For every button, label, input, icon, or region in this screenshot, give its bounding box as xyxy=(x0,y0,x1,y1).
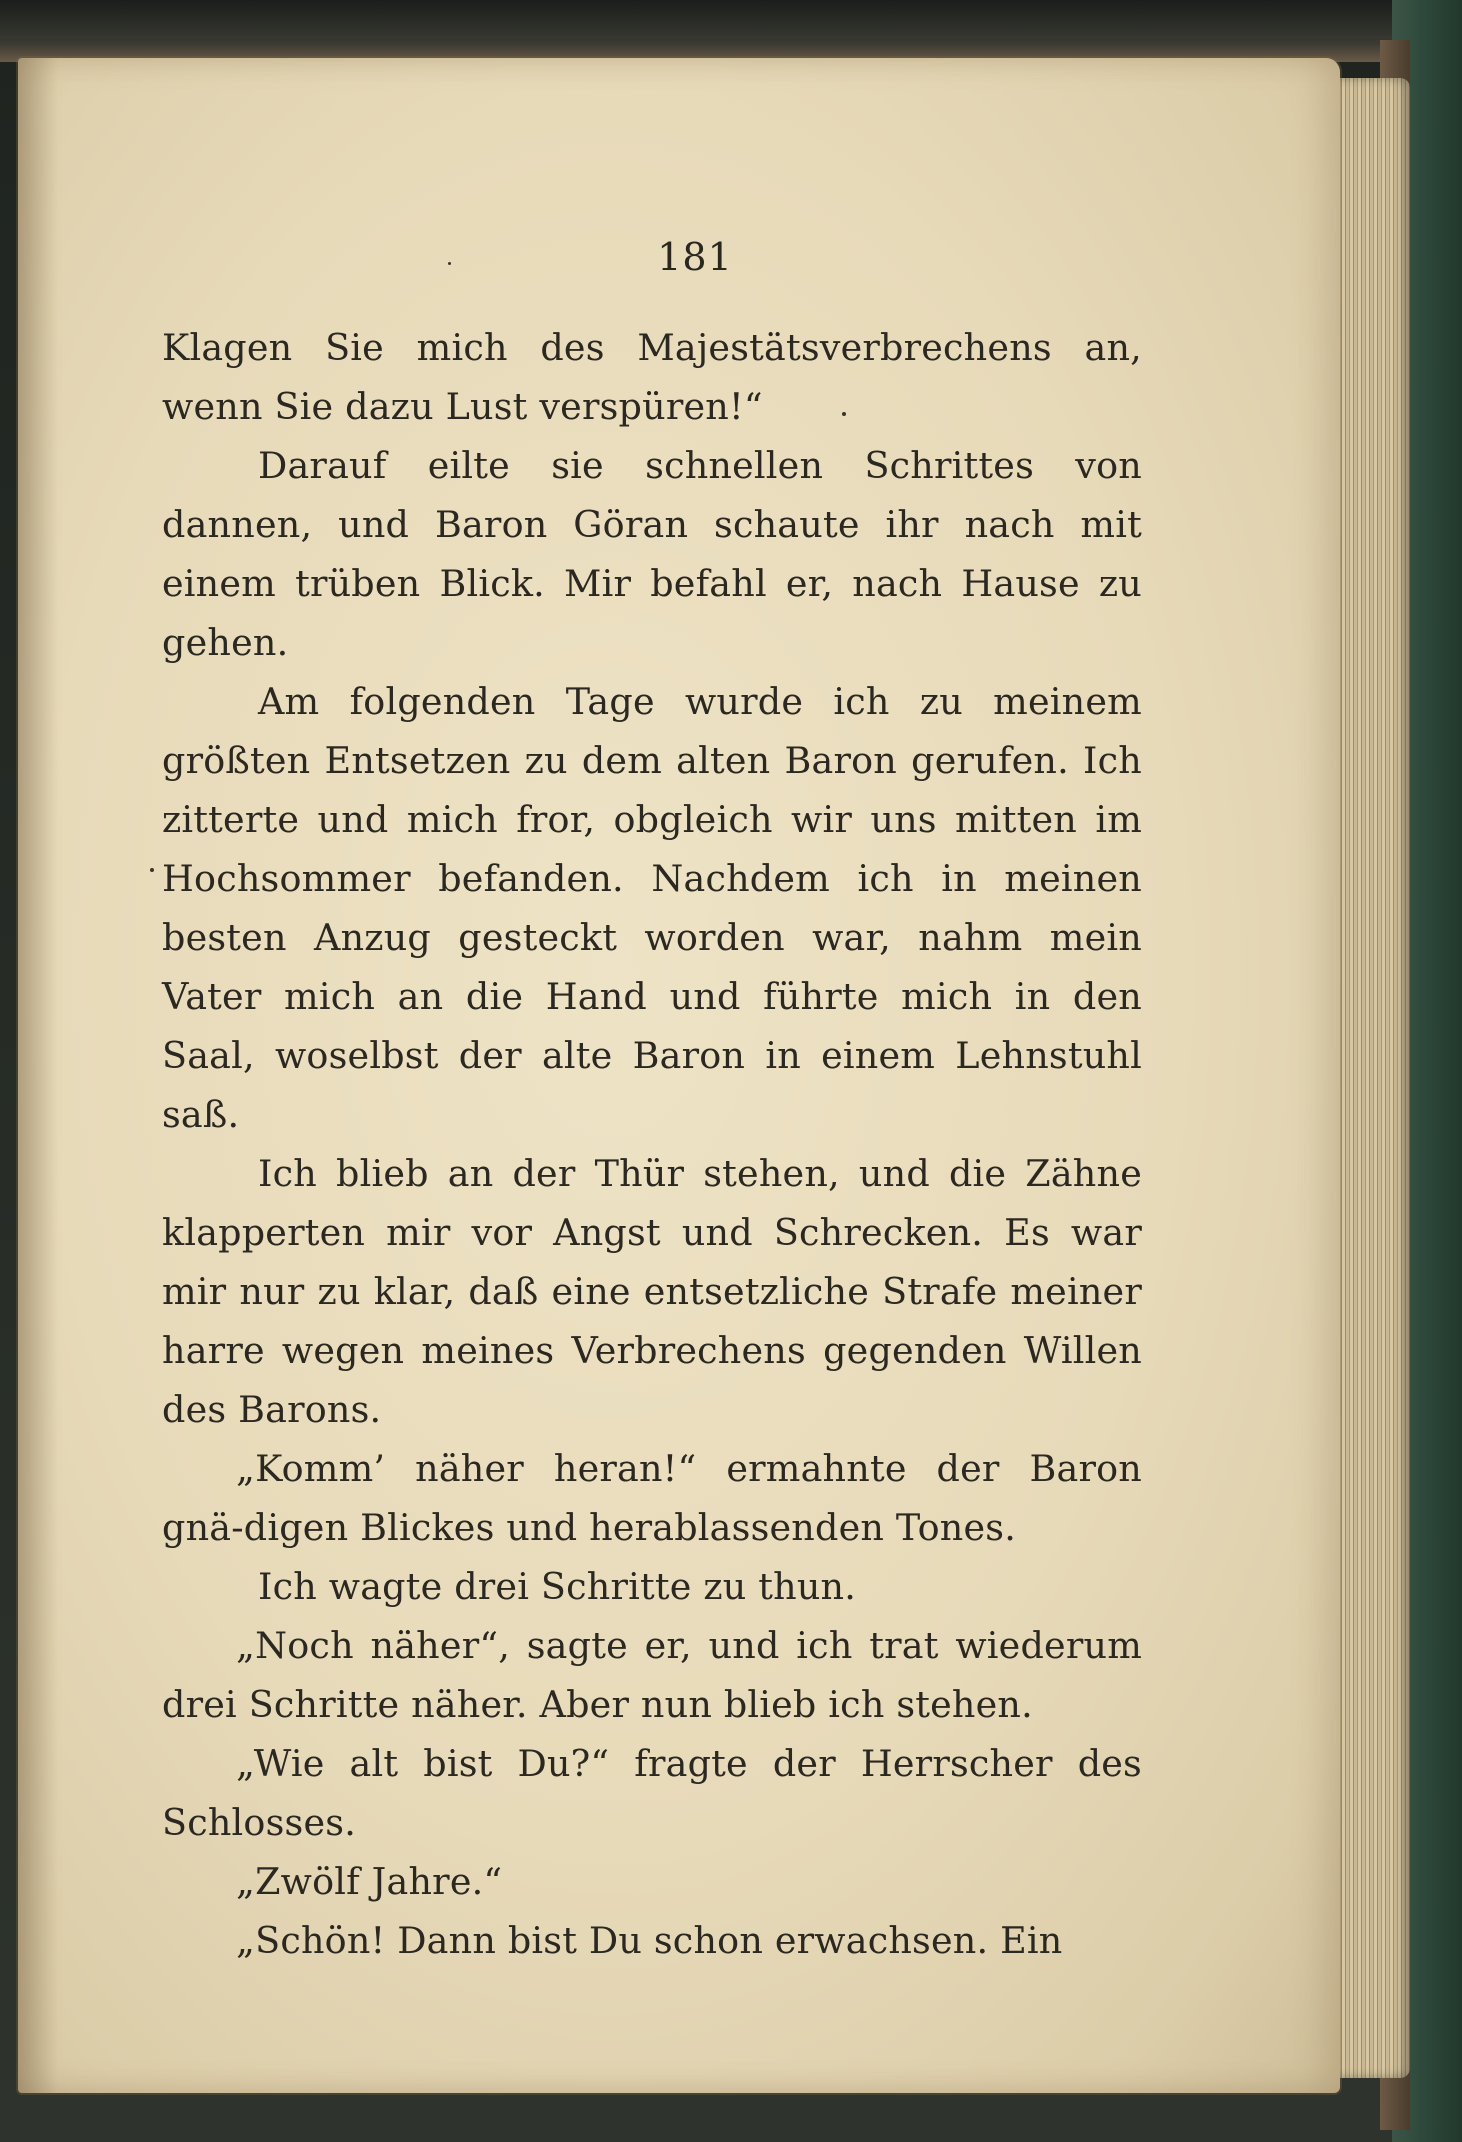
paragraph-10: „Schön! Dann bist Du schon erwachsen. Ein xyxy=(236,1919,1063,1962)
paragraph-8: „Wie alt bist Du?“ fragte der Herrscher des Schlosses. xyxy=(162,1742,1142,1844)
paragraph-3: Am folgenden Tage wurde ich zu meinem größten Entsetzen zu dem alten Baron gerufen. Ich zitterte und mich fror, obgleich wir uns mitten im Hochsommer befanden. Nachdem ich in meinen besten Anzug gesteckt worden war, nahm mein Vater mich an die Hand und führte mich in den Saal, woselbst der alte Baron in einem Lehnstuhl saß. xyxy=(162,680,1142,1136)
book-cover-top xyxy=(0,0,1462,62)
paragraph-9: „Zwölf Jahre.“ xyxy=(236,1860,503,1903)
body-text xyxy=(162,318,1142,1970)
page-number: 181 xyxy=(657,235,733,279)
paragraph-7: „Noch näher“, sagte er, und ich trat wiederum drei Schritte näher. Aber nun blieb ich stehen. xyxy=(162,1624,1142,1726)
page-edges xyxy=(1330,78,1410,2078)
paragraph-5: „Komm’ näher heran!“ ermahnte der Baron gnä-digen Blickes und herablassenden Tones. xyxy=(162,1447,1142,1549)
paragraph-4: Ich blieb an der Thür stehen, und die Zähne klapperten mir vor Angst und Schrecken. Es war mir nur zu klar, daß eine entsetzliche Strafe meiner harre wegen meines Verbrechens gegenden Willen des Barons. xyxy=(162,1152,1142,1431)
paper-speck xyxy=(150,868,154,872)
paper-speck xyxy=(448,262,451,265)
paragraph-6: Ich wagte drei Schritte zu thun. xyxy=(258,1565,857,1608)
gutter-shadow xyxy=(18,58,58,2093)
paper-speck xyxy=(842,412,846,416)
paragraph-1: Klagen Sie mich des Majestätsverbrechens an, wenn Sie dazu Lust verspüren!“ xyxy=(162,326,1142,428)
paragraph-2: Darauf eilte sie schnellen Schrittes von dannen, und Baron Göran schaute ihr nach mit einem trüben Blick. Mir befahl er, nach Hause zu gehen. xyxy=(162,444,1142,664)
